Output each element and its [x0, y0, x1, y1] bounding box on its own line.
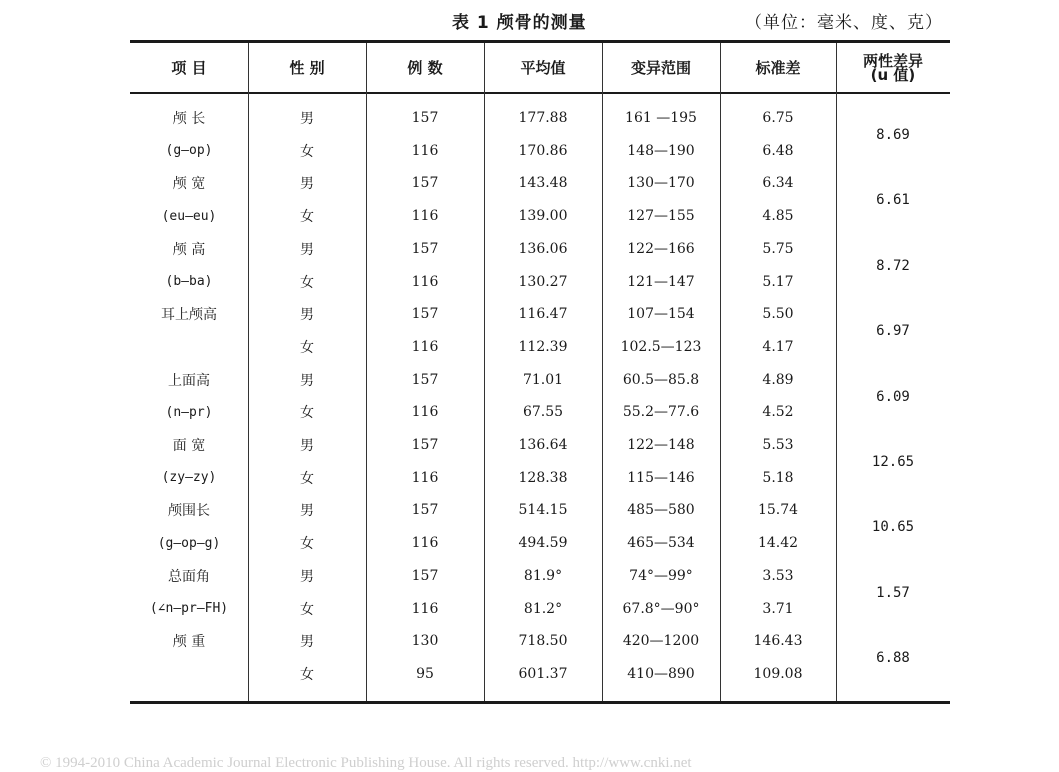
cell-sd: 6.48 [762, 142, 794, 159]
cell-range: 465—534 [627, 535, 695, 552]
table-caption-title: 表 1 颅骨的测量 [452, 13, 587, 33]
cell-u-value: 8.69 [876, 127, 910, 143]
cell-mean: 112.39 [518, 338, 568, 355]
cell-mean: 128.38 [518, 469, 568, 486]
header-u-line1: 两性差异 [862, 51, 923, 70]
table-caption-unit: （单位：毫米、度、克） [745, 13, 943, 33]
cell-mean: 601.37 [518, 665, 568, 682]
cell-range: 410—890 [627, 665, 695, 682]
cell-sd: 5.17 [762, 273, 794, 290]
cell-mean: 143.48 [518, 175, 568, 192]
cell-range: 74°—99° [629, 567, 693, 584]
cell-count: 116 [411, 535, 439, 552]
cell-mean: 130.27 [518, 273, 568, 290]
cell-u-value: 6.97 [876, 323, 910, 340]
cell-sd: 6.34 [762, 175, 794, 192]
cell-range: 122—166 [627, 240, 695, 257]
cell-range: 67.8°—90° [622, 600, 700, 617]
cell-item: (n—pr) [165, 404, 213, 420]
cell-mean: 116.47 [518, 306, 568, 323]
cell-sex: 男 [300, 372, 314, 389]
cell-sd: 3.53 [762, 567, 794, 584]
header-u-value [836, 43, 950, 92]
cell-range: 122—148 [627, 437, 695, 453]
table-bottom-rule [130, 701, 950, 704]
cell-count: 157 [411, 371, 439, 388]
cell-sex: 女 [300, 405, 314, 422]
cell-mean: 494.59 [518, 535, 568, 552]
cell-sex: 男 [300, 438, 314, 454]
cell-item: (eu—eu) [161, 208, 217, 224]
cell-sex: 女 [300, 209, 314, 226]
cell-range: 127—155 [627, 208, 695, 225]
cell-sex: 男 [300, 503, 314, 520]
cell-u-value: 10.65 [871, 519, 915, 536]
header-item: 项 目 [171, 58, 207, 77]
cell-sd: 5.50 [762, 306, 794, 323]
cell-mean: 514.15 [518, 502, 568, 519]
cell-count: 157 [411, 437, 439, 453]
cell-sex: 女 [300, 143, 314, 160]
cell-sex: 女 [300, 470, 314, 487]
cell-sex: 男 [300, 634, 314, 651]
copyright-footer: © 1994-2010 China Academic Journal Electronic Publishing House. All rights reserved. http://www.cnki.net [40, 755, 692, 771]
cell-count: 116 [411, 142, 439, 159]
cell-item: 颅 高 [172, 241, 206, 258]
cell-item: (b—ba) [165, 274, 213, 289]
cell-range: 55.2—77.6 [622, 404, 700, 421]
cell-item: (g—op—g) [157, 535, 221, 551]
cell-sd: 4.17 [762, 338, 794, 355]
cell-item: (g—op) [165, 143, 213, 159]
cell-range: 161 —195 [625, 110, 697, 126]
cell-item: 颅围长 [168, 503, 210, 520]
cell-count: 116 [411, 273, 439, 290]
cell-range: 115—146 [627, 469, 695, 486]
cell-sex: 男 [300, 241, 314, 258]
cell-count: 95 [416, 665, 434, 682]
cell-count: 157 [411, 567, 439, 584]
cell-range: 485—580 [627, 502, 695, 519]
cell-mean: 71.01 [522, 371, 564, 388]
header-count: 例 数 [407, 58, 443, 77]
cell-count: 157 [411, 306, 439, 323]
cell-mean: 136.06 [518, 240, 568, 257]
cell-item: (∠n—pr—FH) [149, 601, 229, 616]
cell-sd: 4.89 [762, 371, 794, 388]
cell-sex: 男 [300, 111, 314, 127]
header-range: 变异范围 [630, 58, 691, 77]
cell-count: 116 [411, 404, 439, 421]
cell-item [130, 331, 248, 363]
cell-sd: 6.75 [762, 110, 794, 126]
cell-item: 总面角 [168, 568, 210, 585]
cell-item: 颅 重 [172, 634, 206, 651]
table-header-rule [130, 92, 950, 94]
cell-item [130, 658, 248, 690]
cell-u-value: 1.57 [876, 584, 910, 601]
header-u-line2: (u 值) [870, 65, 916, 84]
cell-sd: 4.52 [762, 404, 794, 421]
cell-count: 157 [411, 502, 439, 519]
cell-mean: 81.2° [523, 600, 563, 617]
cell-sd: 109.08 [753, 665, 803, 682]
cell-count: 157 [411, 110, 439, 126]
cell-count: 116 [411, 338, 439, 355]
cell-sd: 15.74 [757, 502, 799, 519]
cell-sex: 女 [300, 339, 314, 356]
cell-item: (zy—zy) [161, 470, 217, 486]
header-sd: 标准差 [755, 58, 801, 77]
cell-mean: 170.86 [518, 142, 568, 159]
cell-mean: 177.88 [518, 110, 568, 126]
header-mean: 平均值 [520, 58, 566, 77]
cell-sex: 男 [300, 568, 314, 585]
cell-item: 面 宽 [172, 438, 206, 454]
cell-u-value: 12.65 [871, 454, 915, 470]
cell-item: 颅 长 [172, 111, 206, 127]
cell-range: 102.5—123 [620, 338, 702, 355]
cell-sex: 男 [300, 176, 314, 193]
cell-u-value: 6.61 [876, 192, 910, 209]
cell-item: 颅 宽 [172, 176, 206, 193]
cell-mean: 67.55 [522, 404, 564, 421]
cell-range: 60.5—85.8 [622, 371, 700, 388]
cell-mean: 136.64 [518, 437, 568, 453]
cell-sd: 5.53 [762, 437, 794, 453]
cell-u-value: 6.09 [876, 388, 910, 405]
header-sex: 性 别 [289, 58, 325, 77]
cell-sd: 3.71 [762, 600, 794, 617]
cell-range: 121—147 [627, 273, 695, 290]
cell-sex: 女 [300, 601, 314, 618]
cell-sd: 4.85 [762, 208, 794, 225]
cell-range: 107—154 [627, 306, 695, 323]
cell-count: 157 [411, 175, 439, 192]
cell-mean: 139.00 [518, 208, 568, 225]
cell-mean: 81.9° [523, 567, 563, 584]
cell-sex: 女 [300, 274, 314, 291]
cell-count: 116 [411, 600, 439, 617]
cell-count: 130 [411, 633, 439, 650]
cell-u-value: 6.88 [876, 650, 910, 667]
cell-sd: 14.42 [757, 535, 799, 552]
cell-range: 420—1200 [622, 633, 700, 650]
cell-mean: 718.50 [518, 633, 568, 650]
cell-item: 上面高 [168, 372, 210, 389]
cell-sd: 146.43 [753, 633, 803, 650]
cell-count: 157 [411, 240, 439, 257]
cell-item: 耳上颅高 [161, 307, 217, 324]
cell-sex: 女 [300, 666, 314, 683]
cell-sd: 5.18 [762, 469, 794, 486]
cell-range: 148—190 [627, 142, 695, 159]
cell-count: 116 [411, 208, 439, 225]
cell-range: 130—170 [627, 175, 695, 192]
cell-sd: 5.75 [762, 240, 794, 257]
cell-count: 116 [411, 469, 439, 486]
cell-sex: 男 [300, 307, 314, 324]
cell-sex: 女 [300, 536, 314, 553]
cell-u-value: 8.72 [876, 257, 910, 274]
